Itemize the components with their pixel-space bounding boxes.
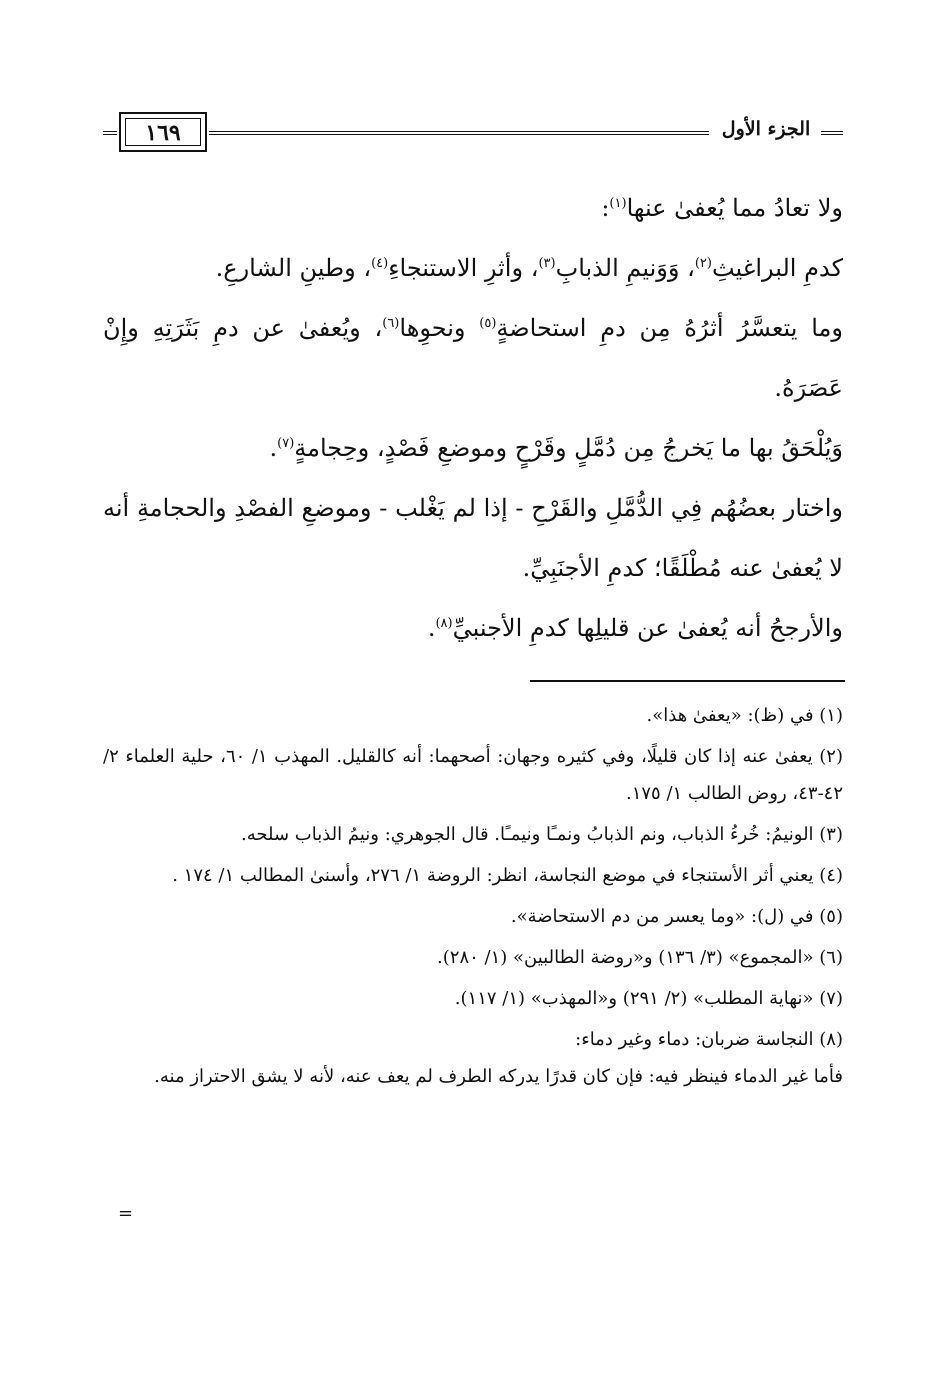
text: ، وطينِ الشارعِ.	[215, 254, 372, 282]
paragraph-5: واختار بعضُهُم فِي الدُّمَّلِ والقَرْحِ - إذا لم يَغْلب - وموضعِ الفصْدِ والحجامةِ أنه لا يُعفىٰ عنه مُطْلَقًا؛ كدمِ الأجنَبِيِّ.	[103, 494, 843, 582]
text: وما يتعسَّرُ أثرُهُ مِن دمِ استحاضةٍ	[496, 314, 843, 342]
text: ، وَوَنيمِ الذبابِ	[555, 254, 695, 282]
text: ولا تعادُ مما يُعفىٰ عنها	[626, 194, 843, 222]
footnote-4: (٤) يعني أثر الأستنجاء في موضع النجاسة، انظر: الروضة ١/ ٢٧٦، وأسنىٰ المطالب ١/ ١٧٤ .	[172, 865, 843, 886]
paragraph-4	[103, 418, 843, 478]
main-text	[103, 178, 843, 658]
continuation-mark: =	[118, 1203, 134, 1224]
paragraph-1	[103, 178, 843, 238]
footnote-8: (٨) النجاسة ضربان: دماء وغير دماء:	[575, 1029, 843, 1050]
footnote-ref[interactable]: (٣)	[538, 256, 556, 271]
page-header	[103, 110, 843, 160]
footnote-2: (٢) يعفىٰ عنه إذا كان قليلًا، وفي كثيره وجهان: أصحهما: أنه كالقليل. المهذب ١/ ٦٠، حلية العلماء ٢/ ٤٢-٤٣، روض الطالب ١/ ١٧٥.	[103, 746, 843, 804]
header-rule-right	[821, 131, 843, 135]
footnote-ref[interactable]: (٢)	[694, 256, 712, 271]
footnote-5: (٥) في (ل): «وما يعسر من دم الاستحاضة».	[510, 906, 843, 927]
text: :	[601, 194, 610, 222]
footnote-1: (١) في (ظ): «يعفىٰ هذا».	[646, 705, 843, 726]
footnote-7: (٧) «نهاية المطلب» (٢/ ٢٩١) و«المهذب» (١/ ١١٧).	[454, 988, 843, 1009]
footnote-ref[interactable]: (٥)	[479, 316, 497, 331]
page-number: ١٦٩	[145, 120, 181, 146]
text: .	[269, 434, 278, 462]
footnote-ref[interactable]: (٨)	[435, 616, 453, 631]
running-head: الجزء الأول	[721, 118, 811, 140]
footnotes	[103, 697, 843, 1095]
footnote-separator	[530, 680, 845, 682]
footnote-ref[interactable]: (١)	[609, 196, 627, 211]
footnote-8-continued: فأما غير الدماء فينظر فيه: فإن كان قدرًا يدركه الطرف لم يعف عنه، لأنه لا يشق الاحتراز منه.	[154, 1066, 843, 1087]
paragraph-6	[103, 598, 843, 658]
page-number-frame	[119, 112, 207, 152]
footnote-ref[interactable]: (٤)	[371, 256, 389, 271]
text: .	[427, 614, 436, 642]
text: كدمِ البراغيثِ	[711, 254, 843, 282]
footnote-ref[interactable]: (٧)	[277, 436, 295, 451]
header-rule	[209, 131, 709, 135]
text: ، ويُعفىٰ عن دمِ بَثَرَتِهِ وإِنْ عَصَرَهُ.	[103, 314, 843, 402]
footnote-ref[interactable]: (٦)	[382, 316, 400, 331]
paragraph-3	[103, 298, 843, 418]
header-rule-left	[103, 131, 117, 135]
footnote-6: (٦) «المجموع» (٣/ ١٣٦) و«روضة الطالبين» (١/ ٢٨٠).	[437, 947, 843, 968]
text: وَيُلْحَقُ بها ما يَخرجُ مِن دُمَّلٍ وقَرْحٍ وموضعِ فَصْدٍ، وحِجامةٍ	[294, 434, 843, 462]
text: والأرجحُ أنه يُعفىٰ عن قليلِها كدمِ الأجنبيِّ	[452, 614, 843, 642]
footnote-3: (٣) الونيمُ: خُرءُ الذباب، ونم الذبابُ ونمـًا ونيمـًا. قال الجوهري: ونيمُ الذباب سلحه.	[241, 824, 843, 845]
text: ونحوِها	[399, 314, 480, 342]
text: ، وأثرِ الاستنجاءِ	[388, 254, 539, 282]
paragraph-2	[103, 238, 843, 298]
